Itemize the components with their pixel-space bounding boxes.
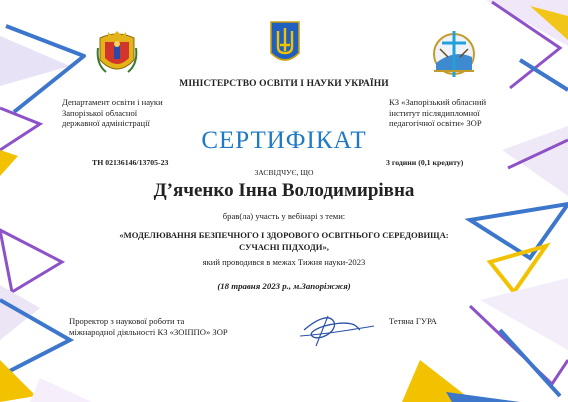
signer-position-line: Проректор з наукової роботи та [69, 316, 185, 326]
certificate-code: ТН 02136146/13705-23 [92, 158, 169, 167]
webinar-topic-line-2: СУЧАСНІ ПІДХОДИ», [239, 242, 329, 252]
webinar-topic-line-1: «МОДЕЛЮВАННЯ БЕЗПЕЧНОГО І ЗДОРОВОГО ОСВІТНЬОГО СЕРЕДОВИЩА: [119, 230, 449, 240]
department-line: Департамент освіти і науки [62, 97, 163, 107]
department-block [62, 97, 180, 129]
department-line: державної адміністрації [62, 118, 150, 129]
certifies-label: ЗАСВІДЧУЄ, ЩО [254, 168, 314, 177]
institute-line: педагогічної освіти» ЗОР [389, 118, 482, 129]
certificate-title: СЕРТИФІКАТ [201, 127, 367, 154]
institute-line: інститут післядипломної [389, 107, 480, 118]
signer-position [69, 316, 289, 338]
signature-icon [300, 316, 374, 346]
signer-name: Тетяна ГУРА [389, 316, 437, 326]
ministry-heading: МІНІСТЕРСТВО ОСВІТИ І НАУКИ УКРАЇНИ [179, 79, 389, 89]
credit-hours: 3 години (0,1 кредиту) [386, 158, 464, 167]
event-date: (18 травня 2023 р., м.Запоріжжя) [217, 281, 351, 291]
institute-line: КЗ «Запорізький обласний [389, 97, 487, 107]
deco-shape [30, 378, 92, 402]
signer-position-line: міжнародної діяльності КЗ «ЗОІППО» ЗОР [69, 327, 228, 337]
ukraine-trident-icon [268, 19, 302, 69]
event-context: який проводився в межах Тижня науки-2023 [202, 257, 366, 267]
institute-block [389, 97, 517, 129]
institute-logo-icon [428, 27, 480, 83]
recipient-name: Д’яченко Інна Володимирівна [153, 180, 415, 201]
zaporizhzhia-oblast-coat-of-arms-icon [96, 28, 138, 80]
participation-text: брав(ла) участь у вебінарі з теми: [222, 211, 346, 221]
department-line: Запорізької обласної [62, 107, 138, 118]
